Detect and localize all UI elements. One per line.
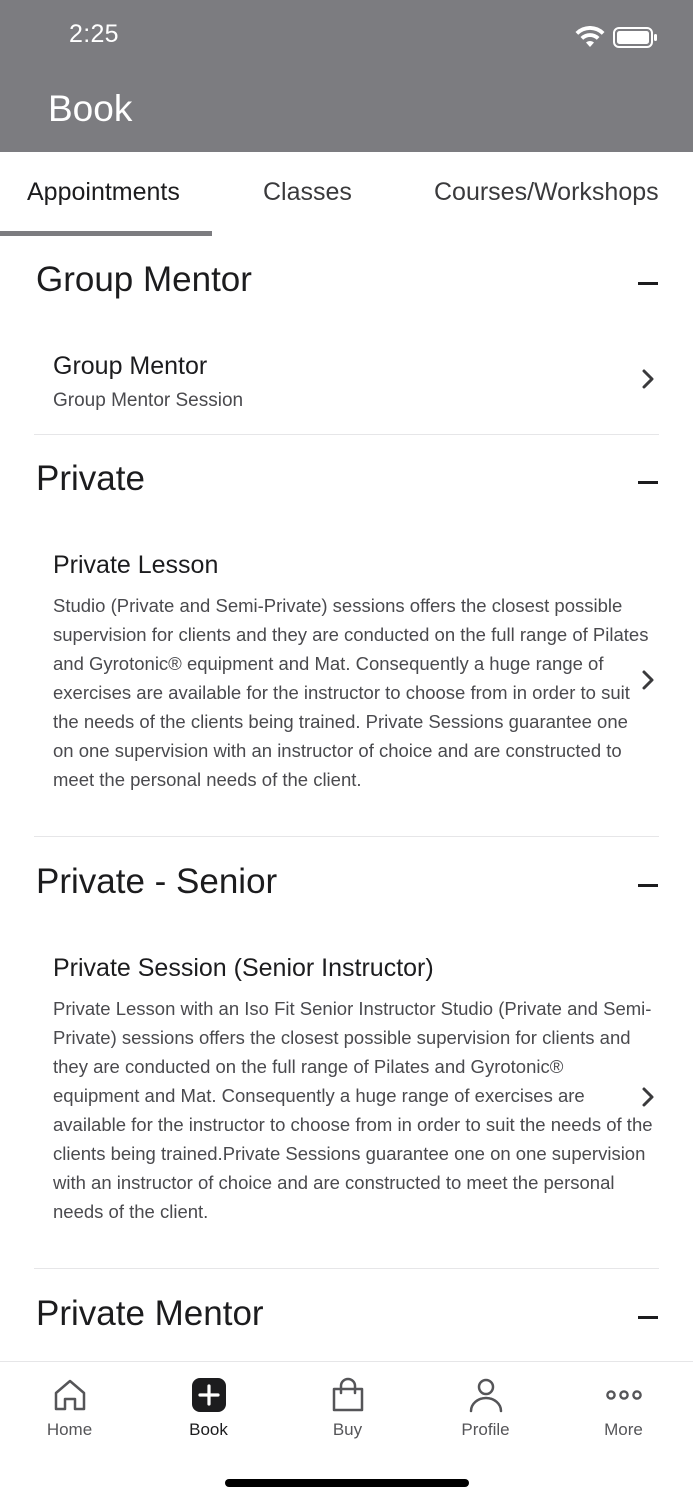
nav-home[interactable] [0,1362,139,1462]
section-header-private-senior[interactable] [0,838,693,908]
shopping-bag-icon [329,1376,367,1414]
section-title: Private Mentor [36,1294,264,1333]
section-header-private[interactable] [0,435,693,505]
plus-square-icon [190,1376,228,1414]
divider [34,1268,659,1269]
more-dots-icon [605,1376,643,1414]
item-title: Private Session (Senior Instructor) [53,954,434,982]
person-icon [467,1376,505,1414]
battery-icon [613,27,658,48]
home-indicator [225,1479,469,1487]
nav-book[interactable] [139,1362,278,1462]
page-title: Book [48,88,133,129]
wifi-icon [575,26,605,48]
app-header [0,0,693,152]
appointments-list[interactable] [0,236,693,1361]
home-icon [51,1376,89,1414]
section-title: Private - Senior [36,862,278,901]
item-title: Private Lesson [53,551,219,579]
collapse-icon[interactable] [638,884,658,887]
collapse-icon[interactable] [638,1316,658,1319]
nav-label: Profile [461,1420,510,1439]
status-time: 2:25 [69,20,119,48]
tab-classes[interactable]: Classes [263,178,352,206]
nav-label: Buy [332,1420,363,1439]
list-item-group-mentor[interactable] [0,352,693,436]
nav-label: Book [189,1420,228,1439]
list-item-private-session-senior[interactable] [0,954,693,1254]
section-header-private-mentor[interactable] [0,1270,693,1340]
nav-more[interactable] [554,1362,693,1462]
item-description: Private Lesson with an Iso Fit Senior Instructor Studio (Private and Semi-Private) sessions offers the closest possible supervision for clients and they are conducted on the full range of Pilates and Gyrotonic® equipment and Mat. Consequently a huge range of exercises are available for the instructor to choose from in order to suit the needs of the clients being trained.Private Sessions guarantee one on one supervision with an instructor of choice and are constructed to meet the personal needs of the client. [53,998,653,1222]
chevron-right-icon[interactable] [640,368,656,390]
collapse-icon[interactable] [638,282,658,285]
nav-buy[interactable] [278,1362,417,1462]
section-title: Group Mentor [36,260,252,299]
section-title: Private [36,459,145,498]
nav-label: Home [46,1420,93,1439]
bottom-tab-bar [0,1361,693,1500]
item-subtitle: Group Mentor Session [53,390,244,411]
chevron-right-icon[interactable] [640,669,656,691]
section-header-group-mentor[interactable] [0,236,693,306]
nav-label: More [604,1420,643,1439]
nav-profile[interactable] [416,1362,555,1462]
segment-tabs [0,152,693,236]
item-description: Studio (Private and Semi-Private) sessions offers the closest possible supervision for clients and they are conducted on the full range of Pilates and Gyrotonic® equipment and Mat. Consequently a huge range of exercises are available for the instructor to choose from in order to suit the needs of the clients being trained. Private Sessions guarantee one on one supervision with an instructor of choice and are constructed to meet the personal needs of the client. [53,595,649,790]
item-title: Group Mentor [53,352,208,380]
tab-appointments[interactable]: Appointments [27,178,180,206]
list-item-private-lesson[interactable] [0,551,693,821]
tab-courses-workshops[interactable]: Courses/Workshops [434,178,659,206]
divider [34,836,659,837]
chevron-right-icon[interactable] [640,1086,656,1108]
collapse-icon[interactable] [638,481,658,484]
